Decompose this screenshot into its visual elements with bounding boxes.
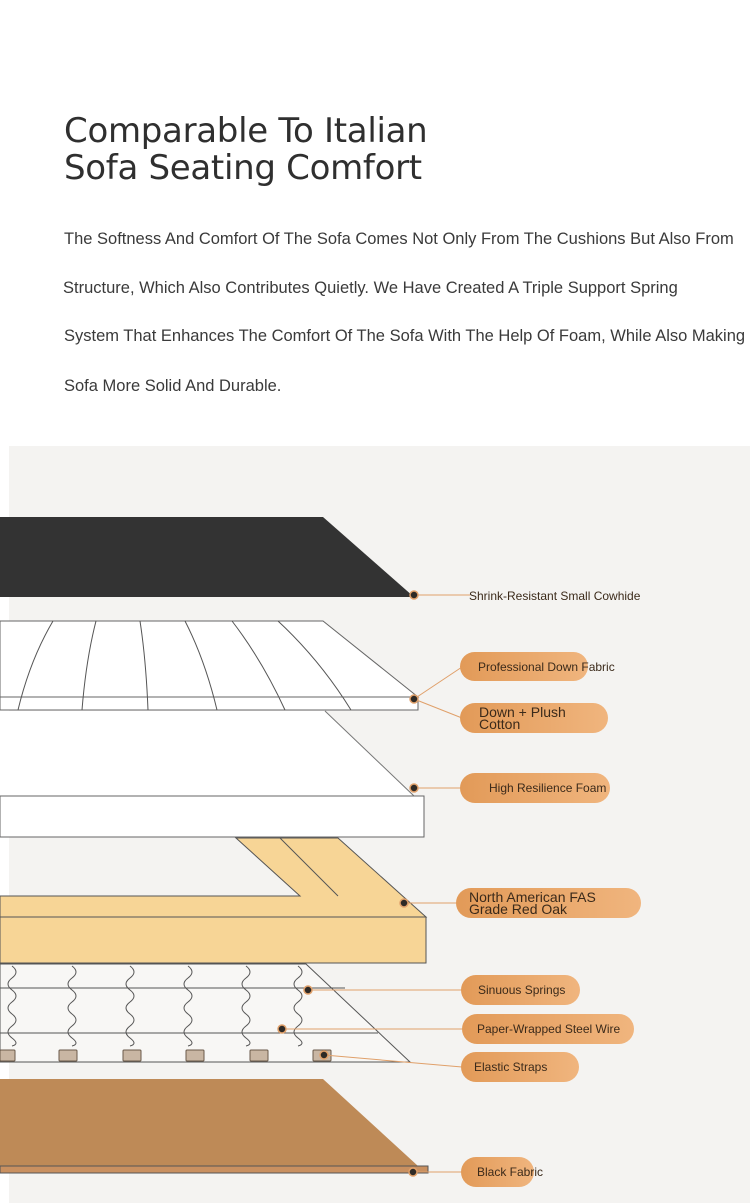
label-springs-text: Sinuous Springs — [478, 983, 566, 997]
label-foam — [460, 773, 610, 803]
description-line-3: System That Enhances The Comfort Of The Sofa With The Help Of Foam, While Also Making — [64, 327, 746, 345]
cowhide-layer — [0, 517, 414, 597]
label-black-fabric-text: Black Fabric — [477, 1165, 544, 1179]
foam-layer — [0, 711, 424, 837]
title-line-1: Comparable To Italian — [64, 111, 428, 151]
oak-frame-layer — [0, 838, 426, 963]
label-steel-wire-text: Paper-Wrapped Steel Wire — [477, 1022, 621, 1036]
label-down-fabric — [460, 652, 615, 681]
label-down-cotton — [460, 703, 608, 733]
down-fabric-layer — [0, 621, 418, 710]
label-springs — [461, 975, 580, 1005]
title-line-2: Sofa Seating Comfort — [64, 148, 422, 188]
label-down-cotton-line-1: Down + Plush — [479, 704, 566, 720]
description-line-1: The Softness And Comfort Of The Sofa Comes Not Only From The Cushions But Also From — [64, 230, 734, 248]
description-line-2: Structure, Which Also Contributes Quietly. We Have Created A Triple Support Spring — [63, 279, 678, 297]
label-straps-text: Elastic Straps — [474, 1060, 548, 1074]
label-down-fabric-text: Professional Down Fabric — [478, 659, 615, 674]
label-oak-line-2: Grade Red Oak — [469, 901, 568, 917]
black-fabric-layer — [0, 1079, 428, 1173]
label-oak-line-1: North American FAS — [469, 889, 596, 905]
label-foam-text: High Resilience Foam — [489, 781, 607, 795]
label-cowhide: Shrink-Resistant Small Cowhide — [469, 589, 641, 603]
label-black-fabric — [461, 1157, 544, 1187]
label-straps — [461, 1052, 579, 1082]
description-line-4: Sofa More Solid And Durable. — [64, 377, 282, 395]
label-oak — [456, 888, 641, 918]
spring-layer — [0, 964, 410, 1062]
label-down-cotton-line-2: Cotton — [479, 716, 521, 732]
label-steel-wire — [462, 1014, 634, 1044]
